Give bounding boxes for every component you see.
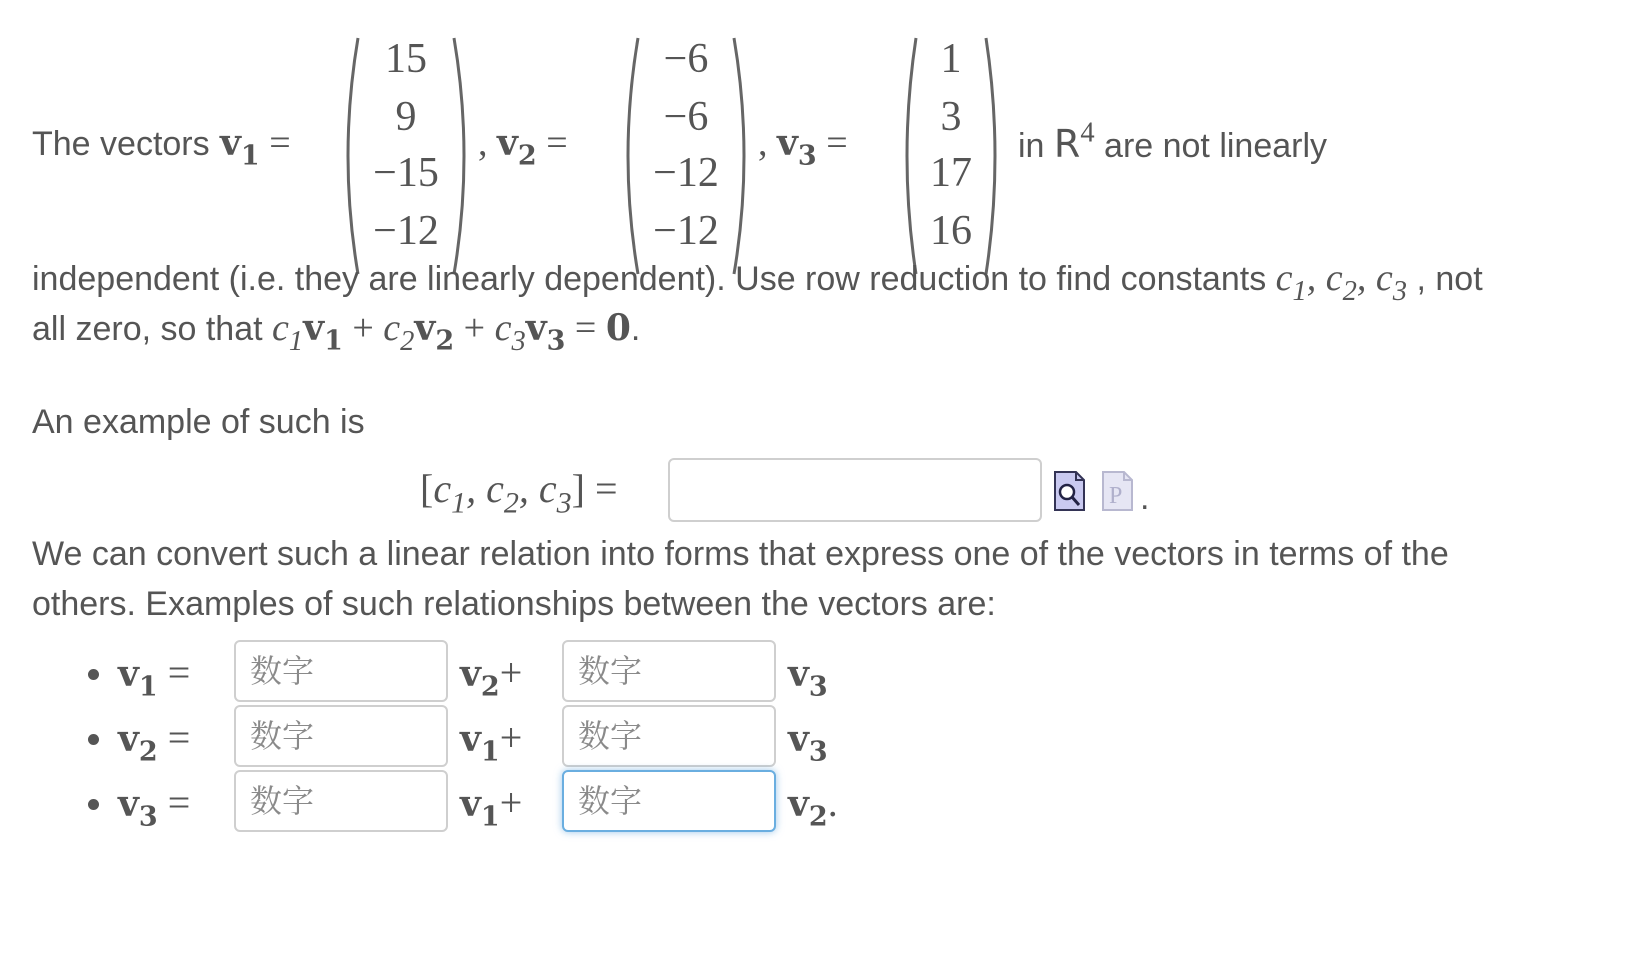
relation-3-coef-b[interactable]	[562, 770, 776, 832]
constants-answer-box[interactable]	[668, 458, 1042, 522]
relation-3-input-b[interactable]	[564, 772, 774, 830]
v1-entry-2: 9	[395, 94, 417, 140]
relation-1-coef-b[interactable]	[562, 640, 776, 702]
vector-v1	[336, 36, 476, 276]
v2-label: , $v_2$ =	[478, 122, 568, 172]
intro-line3: all zero, so that $c_1v_1 + c_2v_2 + c_3v_3 = 0$.	[32, 307, 641, 357]
intro-prefix: The vectors	[32, 125, 210, 163]
relation-1-input-a[interactable]	[236, 642, 446, 700]
vector-v2	[616, 36, 756, 276]
list-bullet	[88, 669, 99, 680]
constants-vector-label: [$c_1$, $c_2$, $c_3$] =	[420, 466, 618, 520]
v1-entry-4: −12	[373, 208, 439, 254]
constants-list: $c_1$, $c_2$, $c_3$	[1275, 257, 1408, 307]
constants-input[interactable]	[670, 460, 1040, 520]
relation-1-coef-a[interactable]	[234, 640, 448, 702]
magnifier-document-icon[interactable]	[1052, 470, 1088, 512]
relation-2-rhs: $v_3$	[788, 718, 828, 768]
relation-3-lhs: $v_3$ =	[118, 780, 191, 833]
relation-1-lhs: $v_1$ =	[118, 650, 191, 703]
v1-entry-1: 15	[385, 36, 427, 82]
v3-entry-3: 17	[930, 150, 972, 196]
relation-2-coef-b[interactable]	[562, 705, 776, 767]
v1-label: $v_1$ =	[220, 122, 291, 172]
real-space-symbol: $R^4$	[1053, 117, 1095, 166]
intro-line2: independent (i.e. they are linearly dependent). Use row reduction to find constants $c_1$, $c_2$, $c_3$ , not	[32, 257, 1483, 307]
convert-line2: others. Examples of such relationships between the vectors are:	[32, 585, 996, 623]
relation-2-mid: $v_1+$	[460, 715, 523, 768]
list-bullet	[88, 734, 99, 745]
linear-combination: $c_1v_1 + c_2v_2 + c_3v_3 = 0$	[272, 307, 631, 357]
intro-suffix: in $R^4$ are not linearly	[1018, 117, 1328, 166]
pdf-document-icon[interactable]	[1100, 470, 1136, 512]
relation-2-lhs: $v_2$ =	[118, 715, 191, 768]
relation-1-rhs: $v_3$	[788, 653, 828, 703]
relation-2-input-b[interactable]	[564, 707, 774, 765]
v2-entry-3: −12	[653, 150, 719, 196]
v2-entry-1: −6	[663, 36, 709, 82]
v2-entry-4: −12	[653, 208, 719, 254]
example-label: An example of such is	[32, 403, 365, 441]
relation-3-input-a[interactable]	[236, 772, 446, 830]
vector-v3	[896, 36, 1006, 276]
relation-2-input-a[interactable]	[236, 707, 446, 765]
list-bullet	[88, 799, 99, 810]
convert-line1: We can convert such a linear relation into forms that express one of the vectors in terms of the	[32, 535, 1449, 573]
v3-label: , $v_3$ =	[758, 122, 848, 172]
v2-entry-2: −6	[663, 94, 709, 140]
relation-3-coef-a[interactable]	[234, 770, 448, 832]
relation-3-mid: $v_1+$	[460, 780, 523, 833]
relation-2-coef-a[interactable]	[234, 705, 448, 767]
v3-entry-1: 1	[940, 36, 962, 82]
svg-text:P: P	[1109, 483, 1123, 509]
v3-entry-4: 16	[930, 208, 972, 254]
v1-entry-3: −15	[373, 150, 439, 196]
example-tail: .	[1140, 479, 1150, 517]
relation-1-mid: $v_2+$	[460, 650, 523, 703]
relation-1-input-b[interactable]	[564, 642, 774, 700]
v3-entry-2: 3	[940, 94, 962, 140]
relation-3-rhs: $v_2$.	[788, 780, 838, 833]
